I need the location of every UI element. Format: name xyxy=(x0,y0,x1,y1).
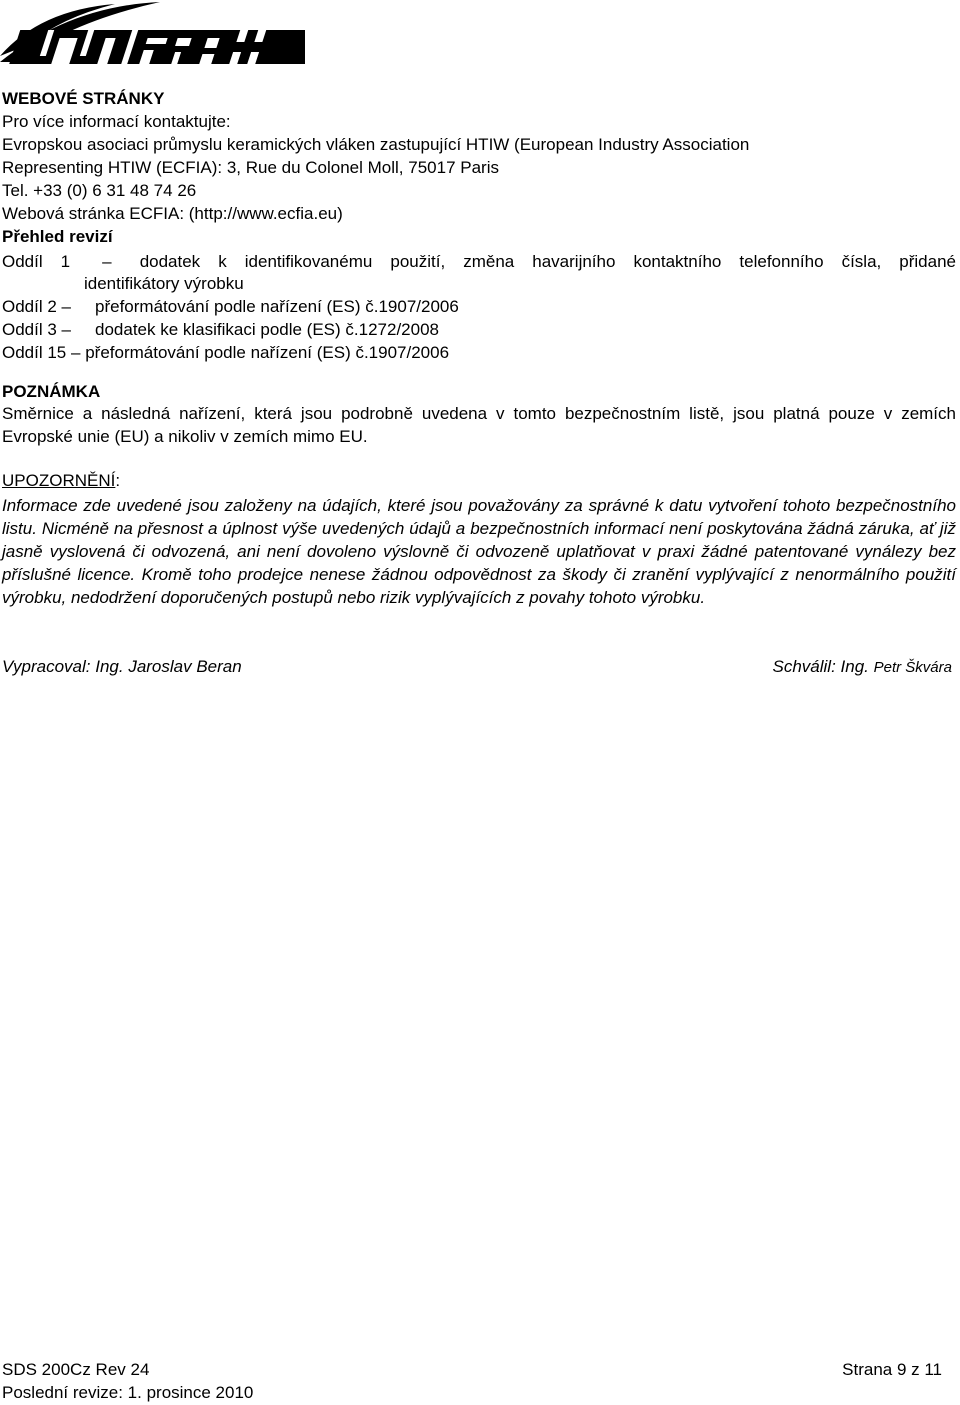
revision-dash: – xyxy=(102,252,112,271)
warning-heading-row xyxy=(2,470,120,492)
revision-row-3 xyxy=(2,319,439,341)
revision-label: Oddíl 3 – xyxy=(2,320,72,339)
footer-page-number: Strana 9 z 11 xyxy=(842,1360,942,1379)
revision-label: Oddíl 15 xyxy=(2,343,67,362)
revision-label: Oddíl 2 – xyxy=(2,297,72,316)
website-line-5: Webová stránka ECFIA: (http://www.ecfia.eu) xyxy=(2,204,343,223)
revision-row-1 xyxy=(2,250,956,273)
note-text: Směrnice a následná nařízení, která jsou podrobně uvedena v tomto bezpečnostním listě, jsou platná pouze v zemích Evropské unie (EU) a nikoliv v zemích mimo EU. xyxy=(2,404,956,446)
approved-label: Schválil: Ing. xyxy=(772,657,869,676)
note-heading: POZNÁMKA xyxy=(2,382,101,401)
revision-row-4 xyxy=(2,342,449,364)
website-line-1: Pro více informací kontaktujte: xyxy=(2,112,231,131)
revision-text: přeformátování podle nařízení (ES) č.1907/2006 xyxy=(95,297,459,316)
revision-text: dodatek ke klasifikaci podle (ES) č.1272/2008 xyxy=(95,320,439,339)
revision-label: Oddíl 1 xyxy=(2,252,71,271)
footer-last-revision: Poslední revize: 1. prosince 2010 xyxy=(2,1383,254,1402)
revision-row-2 xyxy=(2,296,459,318)
website-line-3: Representing HTIW (ECFIA): 3, Rue du Colonel Moll, 75017 Paris xyxy=(2,158,499,177)
website-heading: WEBOVÉ STRÁNKY xyxy=(2,89,165,108)
footer-doc-id: SDS 200Cz Rev 24 xyxy=(2,1360,150,1379)
approved-by xyxy=(773,656,953,679)
approved-name: Petr Škvára xyxy=(873,659,952,676)
revision-row-1-continuation: identifikátory výrobku xyxy=(84,274,244,293)
revision-text: dodatek k identifikovanému použití, změna havarijního kontaktního telefonního čísla, přidané xyxy=(139,252,956,271)
warning-text: Informace zde uvedené jsou založeny na údajích, které jsou považovány za správné k datu vytvoření tohoto bezpečnostního listu. Nicméně na přesnost a úplnost výše uvedených údajů a bezpečnostních informací není poskytována žádná záruka, ať již jasně vyslovená či odvozená, ani není dovoleno výslovně či odvozeně uplatňovat v praxi žádné patentované vynálezy bez příslušné licence. Kromě toho prodejce nenese žádnou odpovědnost za škody či zranění vyplývající z nenormálního použití výrobku, nedodržení doporučených postupů nebo rizik vyplývajících z povahy tohoto výrobku. xyxy=(2,496,956,607)
prepared-by: Vypracoval: Ing. Jaroslav Beran xyxy=(2,657,242,676)
revision-dash: – xyxy=(71,343,81,362)
website-line-4: Tel. +33 (0) 6 31 48 74 26 xyxy=(2,181,197,200)
revisions-heading: Přehled revizí xyxy=(2,227,113,246)
unifrax-logo xyxy=(0,0,305,68)
warning-colon: : xyxy=(115,471,121,490)
warning-heading: UPOZORNĚNÍ xyxy=(2,471,116,490)
website-line-2: Evropskou asociaci průmyslu keramických vláken zastupující HTIW (European Industry Association xyxy=(2,135,750,154)
revision-text: přeformátování podle nařízení (ES) č.1907/2006 xyxy=(85,343,450,362)
